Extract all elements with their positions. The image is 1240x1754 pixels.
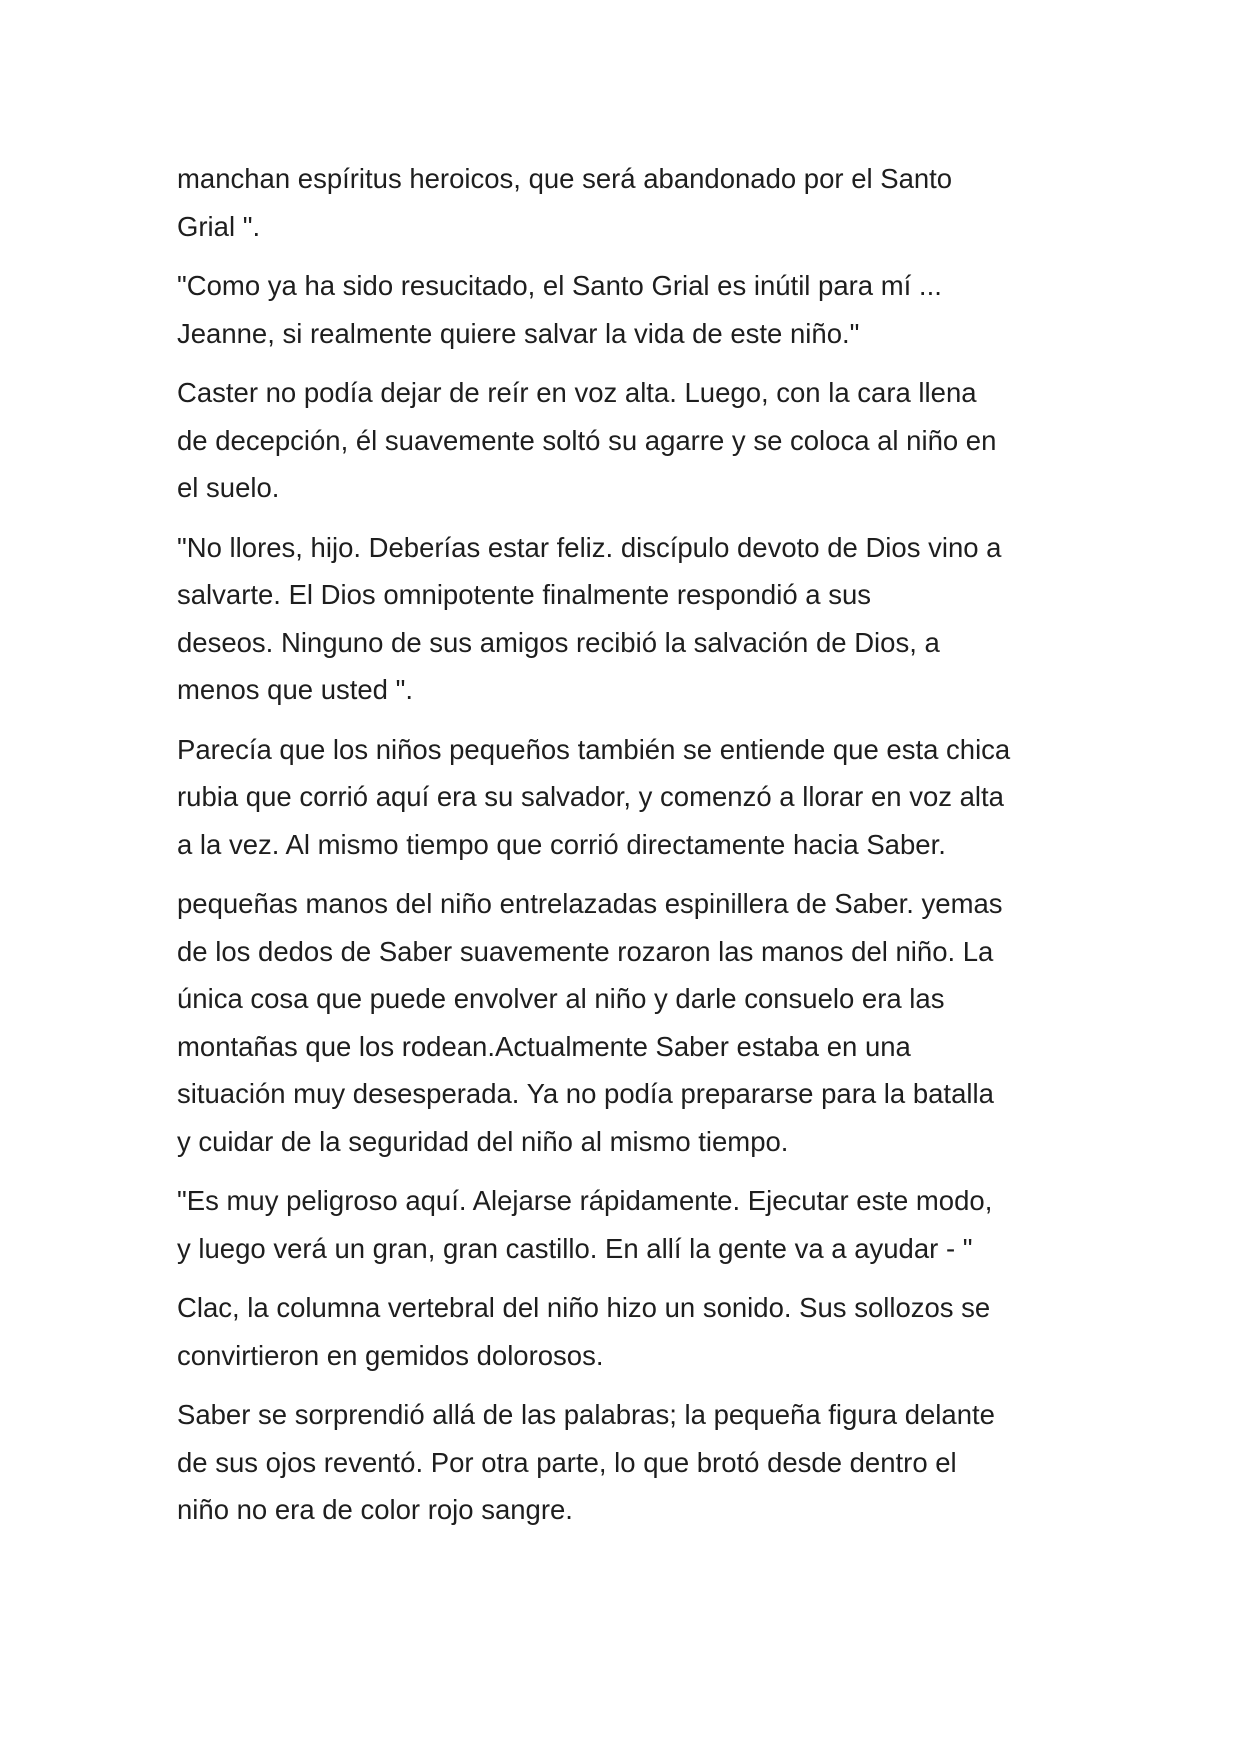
paragraph-3: Caster no podía dejar de reír en voz alta. Luego, con la cara llena de decepción, él suavemente soltó su agarre y se coloca al niño en el suelo. <box>177 377 997 503</box>
paragraph-8: Clac, la columna vertebral del niño hizo un sonido. Sus sollozos se convirtieron en gemidos dolorosos. <box>177 1292 991 1371</box>
paragraph-4: "No llores, hijo. Deberías estar feliz. discípulo devoto de Dios vino a salvarte. El Dios omnipotente finalmente respondió a sus deseos. Ninguno de sus amigos recibió la salvación de Dios, a menos que usted ". <box>177 531 1002 705</box>
text-body <box>177 155 1067 1546</box>
paragraph-7: "Es muy peligroso aquí. Alejarse rápidamente. Ejecutar este modo, y luego verá un gran, gran castillo. En allí la gente va a ayudar - " <box>177 1185 993 1264</box>
paragraph-6: pequeñas manos del niño entrelazadas espinillera de Saber. yemas de los dedos de Saber suavemente rozaron las manos del niño. La única cosa que puede envolver al niño y darle consuelo era las montañas que los rodean.Actualmente Saber estaba en una situación muy desesperada. Ya no podía prepararse para la batalla y cuidar de la seguridad del niño al mismo tiempo. <box>177 888 1003 1157</box>
paragraph-2: "Como ya ha sido resucitado, el Santo Grial es inútil para mí ... Jeanne, si realmente quiere salvar la vida de este niño." <box>177 270 942 349</box>
paragraph-1: manchan espíritus heroicos, que será abandonado por el Santo Grial ". <box>177 163 953 242</box>
paragraph-5: Parecía que los niños pequeños también se entiende que esta chica rubia que corrió aquí era su salvador, y comenzó a llorar en voz alta a la vez. Al mismo tiempo que corrió directamente hacia Saber. <box>177 733 1011 860</box>
paragraph-9: Saber se sorprendió allá de las palabras; la pequeña figura delante de sus ojos reventó. Por otra parte, lo que brotó desde dentro el niño no era de color rojo sangre. <box>177 1399 995 1525</box>
